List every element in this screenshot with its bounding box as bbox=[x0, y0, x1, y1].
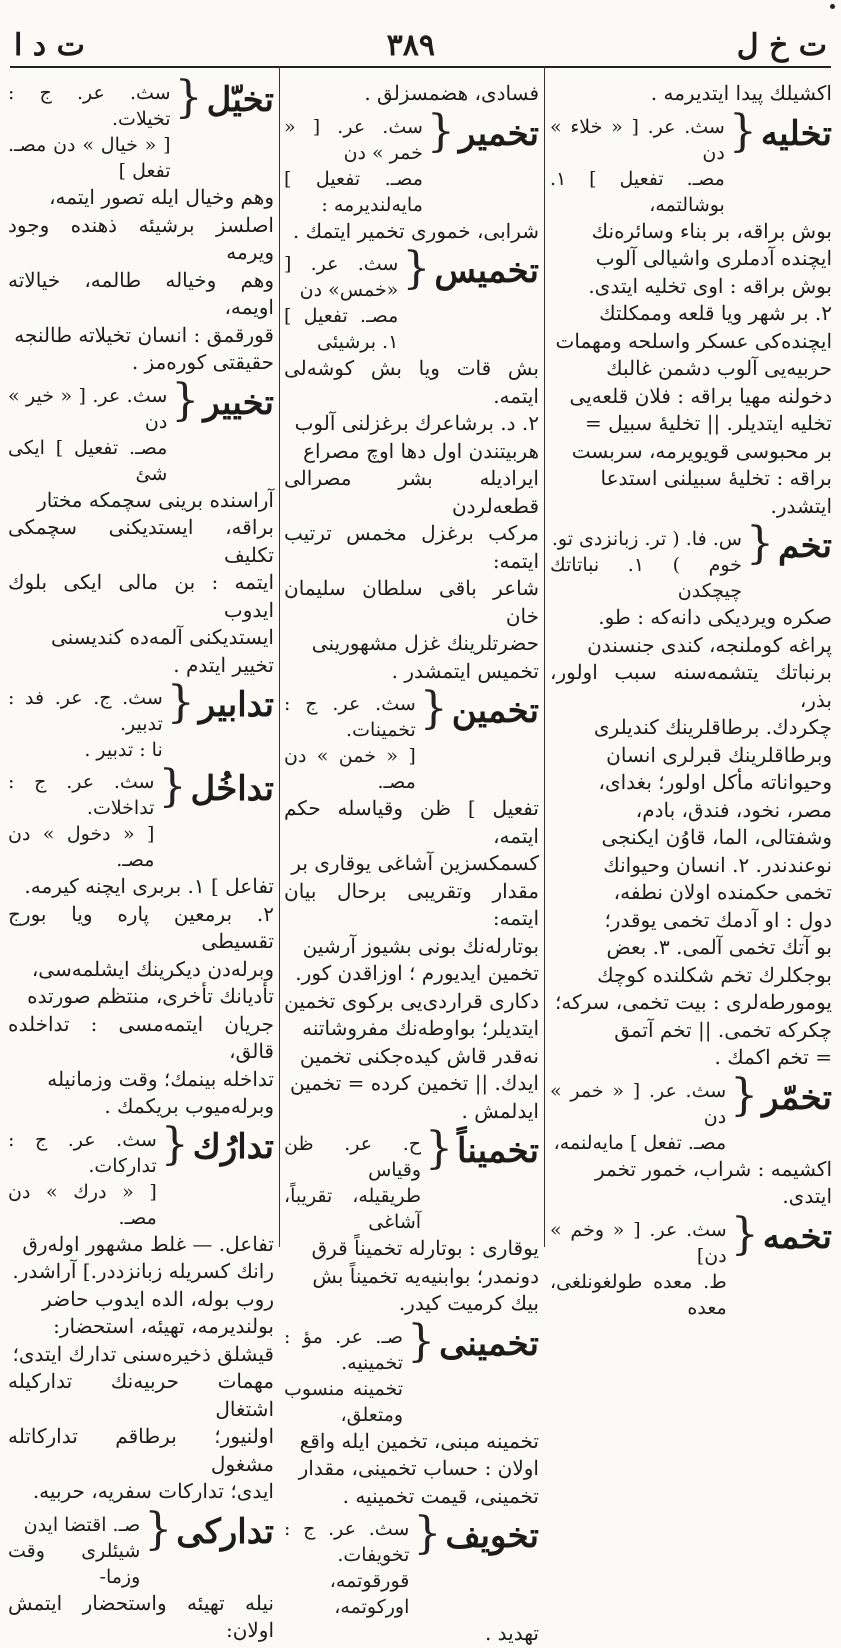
headword: تخمين bbox=[451, 691, 539, 731]
dictionary-entry bbox=[284, 1508, 539, 1648]
grammar-line: شيئلرى وقت وزما- bbox=[8, 1539, 141, 1588]
grammar-info bbox=[8, 80, 171, 184]
brace-mark: { bbox=[730, 1069, 759, 1121]
dictionary-entry bbox=[8, 677, 274, 763]
definition-line: حربيه‌يى آلوب دشمن غالبك bbox=[606, 356, 832, 380]
brace-mark: { bbox=[160, 1118, 189, 1170]
entry-head bbox=[8, 761, 274, 873]
definition-line: براقه : تخليهٔ سبيلنى استدعا bbox=[600, 466, 832, 490]
definition-line: ايتشدر. bbox=[770, 493, 832, 518]
brace-mark: { bbox=[728, 105, 757, 157]
entry-head bbox=[550, 1069, 832, 1156]
definition-line: ٢. برمعين پاره ويا بورج تقسيطى bbox=[8, 901, 274, 953]
grammar-line: مصـ. تفعل ] مايه‌لنمه، bbox=[553, 1131, 727, 1154]
grammar-info bbox=[8, 769, 154, 873]
definition-line: = تخم اكمك . bbox=[714, 1045, 832, 1069]
header-rule bbox=[10, 66, 831, 68]
definition-line: نوعندندر. ٢. انسان وحيوانك bbox=[603, 852, 832, 877]
grammar-line: مصـ. تفعيل ] ١. برشيئى bbox=[284, 305, 399, 353]
definition-line: صكره ويرديكى دانه‌كه : طو. bbox=[598, 605, 832, 629]
headword: تخمّر bbox=[762, 1077, 832, 1118]
definition-line: ايراديله بشر مصرالى قطعه‌لردن bbox=[284, 466, 539, 518]
definition-line: مركب برغزل مخمس ترتيب ايتمه: bbox=[284, 521, 539, 573]
definition-line: اولنيور؛ برطاقم تداركاتله مشغول bbox=[8, 1424, 274, 1476]
dictionary-entry bbox=[550, 1069, 832, 1211]
grammar-line: ط. معده طولغونلغى، معده bbox=[550, 1270, 727, 1319]
definition-line: تفاعل. — غلط مشهور اوله‌رق bbox=[22, 1231, 274, 1256]
definition-line: بوش براقه : اوى تخليه ايتدى. bbox=[588, 273, 832, 298]
definition-line: مقدار وتقريبى برحال بيان ايتمه: bbox=[284, 878, 539, 930]
definition-line: براقه، ايستديكنى سچمكى تكليف bbox=[8, 515, 274, 567]
grammar-info bbox=[8, 685, 163, 763]
definition-line: مهمات حربيه‌نك تداركيله اشتغال bbox=[8, 1369, 274, 1421]
grammar-line: سث. عر. ج : تخمينات. bbox=[284, 693, 416, 741]
dictionary-entry bbox=[550, 80, 832, 108]
grammar-info bbox=[284, 691, 416, 795]
entry-head bbox=[284, 243, 539, 355]
dictionary-entry bbox=[284, 243, 539, 685]
grammar-info bbox=[284, 1324, 403, 1428]
grammar-line: [ « خيال » دن مصـ. تفعل ] bbox=[8, 134, 171, 182]
brace-mark: { bbox=[413, 1508, 442, 1559]
definition-line: وبرله‌دن ديكرينك ايشلمه‌سى، bbox=[31, 956, 274, 981]
grammar-line: تخمينه منسوب ومتعلق، bbox=[284, 1377, 404, 1426]
headword: تدابير bbox=[198, 685, 274, 725]
definition-line: تداخله بينمك؛ وقت وزمانيله bbox=[47, 1066, 274, 1091]
definition-line: نيله تهيئه واستحضار ايتمش اولان: bbox=[8, 1590, 274, 1642]
definition-line: ٢. د. برشاعرك برغزلنى آلوب bbox=[294, 411, 539, 435]
grammar-info bbox=[284, 251, 398, 355]
headword: تخيير bbox=[203, 382, 274, 423]
entry-head bbox=[284, 1123, 539, 1235]
headword: تخمينى bbox=[439, 1323, 539, 1364]
dictionary-entry bbox=[284, 105, 539, 246]
grammar-line: خوم ) ١. نباتاتك چيچكدن bbox=[550, 554, 742, 602]
grammar-line: نا : تدبير . bbox=[84, 739, 163, 761]
page-header bbox=[14, 24, 827, 66]
definition-line: قورقمق : انسان تخيلاته طالنجه bbox=[14, 322, 274, 347]
grammar-line: سث. عر. ج : تداركات. bbox=[8, 1128, 157, 1177]
brace-mark: { bbox=[730, 1208, 759, 1260]
brace-mark: { bbox=[402, 243, 431, 294]
definition-line: ايچنده‌كى عسكر واسلحه ومهمات bbox=[555, 328, 832, 353]
definition-line: كسمكسزين آشاغى يوقارى بر bbox=[291, 851, 539, 875]
grammar-line: ح. عر. ظن وقياس bbox=[284, 1133, 422, 1181]
headword: تخم bbox=[777, 526, 832, 566]
entry-head bbox=[550, 1208, 832, 1321]
entry-head bbox=[8, 677, 274, 763]
grammar-line: سث. عر. [ « خير » دن bbox=[8, 384, 168, 433]
definition-line: بيك كرميت كيدر. bbox=[398, 1291, 539, 1315]
definition-line: تخيير ايتدم . bbox=[173, 652, 274, 677]
entry-head bbox=[284, 1315, 539, 1428]
definition-line: دخولنه مهيا براقه : فلان قلعه‌يى bbox=[569, 383, 832, 408]
entry-head bbox=[8, 1118, 274, 1231]
definition-line: شاعر باقى سلطان سليمان خان bbox=[284, 576, 539, 628]
headword: تخمه bbox=[762, 1216, 832, 1257]
grammar-line: سث. عر. ج : تخويفات. bbox=[284, 1518, 410, 1566]
headword: تداركى bbox=[176, 1511, 274, 1552]
definition-line: روب بوله، الده ايدوب حاضر bbox=[42, 1286, 274, 1311]
header-left-letters: ت د ا bbox=[14, 27, 85, 63]
definition-line: بوجكلرك تخم شكلنده كوچك bbox=[597, 962, 832, 987]
brace-mark: { bbox=[171, 374, 200, 426]
definition-line: شرابى، خمورى تخمير ايتمك . bbox=[292, 218, 539, 243]
definition-line: ايدلمش . bbox=[461, 1098, 539, 1123]
definition-line: تفعيل ] ظن وقياسله حكم ايتمه، bbox=[284, 796, 539, 848]
definition-line: بر محبوسى قويويرمه، سربست bbox=[571, 438, 832, 463]
brace-mark: { bbox=[144, 1503, 173, 1555]
definition-line: بولنديرمه، تهيئه، استحضار: bbox=[53, 1314, 274, 1338]
grammar-info bbox=[8, 383, 167, 487]
definition-line: وبرله‌ميوب بريكمك . bbox=[104, 1094, 274, 1118]
grammar-line: سث. عر. ج : تخيلات. bbox=[8, 82, 171, 130]
definition-line: تهديد . bbox=[484, 1621, 539, 1645]
column-divider-right bbox=[544, 66, 545, 1247]
definition-line: بوش براقه، بر بناء وسائره‌نك bbox=[591, 218, 832, 243]
definition-line: وبرطاقلرينك قبرلرى انسان bbox=[606, 742, 832, 767]
definition-line: تخمين ايديورم ؛ اوزاقدن كور. bbox=[295, 961, 539, 985]
dictionary-entry bbox=[284, 80, 539, 108]
dictionary-entry bbox=[8, 1503, 274, 1645]
column-left bbox=[8, 72, 274, 1642]
definition-line: اولان : حساب تخمينى، مقدار bbox=[298, 1456, 539, 1480]
grammar-line: سث. عر. [ « خمر » دن bbox=[550, 1079, 727, 1128]
definition-line: تخليه ايتديلر. || تخليهٔ سبيل = bbox=[585, 411, 832, 435]
grammar-info bbox=[550, 1217, 727, 1321]
grammar-line: سث. عر. [ « خلاء » دن bbox=[550, 115, 725, 164]
definition-line: جريان ايتمه‌مسى : تداخلده قالق، bbox=[8, 1011, 274, 1063]
definition-line: بوتارله‌نك بونى بشيوز آرشين bbox=[302, 933, 539, 958]
definition-line: وشفتالى، الما، قاوُن ايكنجى bbox=[601, 825, 832, 849]
definition-line: تخمينه مبنى، تخمين ايله واقع bbox=[299, 1428, 539, 1453]
definition-line: دول : او آدمك تخمى يوقدر؛ bbox=[604, 907, 832, 932]
definition-line: ايچنده آدملرى واشيالى آلوب bbox=[595, 246, 832, 270]
dictionary-entry bbox=[8, 374, 274, 680]
header-right-letters: ت خ ل bbox=[736, 27, 827, 63]
definition-line: ايتدى. bbox=[782, 1184, 832, 1208]
headword: تخليه bbox=[760, 113, 832, 154]
entry-head bbox=[284, 105, 539, 218]
entry-head bbox=[8, 374, 274, 487]
grammar-line: مصـ. تفعيل ] ١. بوشالتمه، bbox=[550, 167, 725, 216]
headword: تخويف bbox=[445, 1516, 539, 1556]
ink-speck bbox=[830, 4, 835, 9]
grammar-line: صـ. اقتضا ايدن bbox=[23, 1513, 141, 1536]
brace-mark: { bbox=[174, 72, 203, 123]
grammar-line: سث. عر. [ «خمس» دن bbox=[284, 253, 399, 301]
dictionary-entry bbox=[284, 683, 539, 1125]
grammar-line: س. فا. ( تر. زبانزدى تو. bbox=[551, 528, 742, 550]
headword: تخميناً bbox=[457, 1131, 539, 1171]
definition-line: ايتديلر؛ بواوطه‌نك مفروشاتنه bbox=[302, 1016, 539, 1040]
definition-line: بش قات ويا بش كوشه‌لى ايتمه. bbox=[284, 356, 539, 408]
grammar-info bbox=[8, 1127, 157, 1231]
definition-line: نه‌قدر قاش كيده‌جكنى تخمين bbox=[299, 1043, 539, 1068]
entry-head bbox=[8, 72, 274, 184]
grammar-line: قورقوتمه، اوركوتمه، bbox=[329, 1570, 410, 1618]
definition-line: حضرتلرينك غزل مشهورينى bbox=[311, 631, 539, 655]
brace-mark: { bbox=[158, 761, 187, 812]
definition-line: ايدى؛ تداركات سفريه، حربيه. bbox=[32, 1479, 274, 1503]
headword: تخيّل bbox=[206, 80, 274, 120]
column-middle bbox=[284, 80, 539, 1645]
definition-line: چكركه تخمى. || تخم آتمق bbox=[614, 1017, 832, 1042]
definition-line: فسادى، هضمسزلق . bbox=[364, 81, 539, 105]
headword: تداخُل bbox=[190, 769, 274, 809]
entry-head bbox=[550, 105, 832, 218]
definition-line: دكارى قراردى‌يى بركوى تخمين bbox=[284, 988, 539, 1013]
brace-mark: { bbox=[426, 105, 455, 157]
dictionary-entry bbox=[550, 1208, 832, 1321]
definition-line: تفاعل ] ١. بربرى ايچنه كيرمه. bbox=[24, 874, 274, 898]
grammar-line: [ « درك » دن مصـ. bbox=[8, 1180, 157, 1229]
definition-line: دونمدر؛ بوابنيه‌يه تخميناً بش bbox=[312, 1263, 539, 1288]
headword: تخمير bbox=[458, 113, 539, 154]
entry-head bbox=[284, 1508, 539, 1620]
definition-line: اصلسز برشيئه ذهنده وجود ويرمه bbox=[8, 212, 274, 264]
definition-line: اكشيلك پيدا ايتديرمه . bbox=[650, 81, 832, 105]
grammar-line: سث. عر. [ « خمر » دن bbox=[284, 115, 423, 164]
brace-mark: { bbox=[419, 683, 448, 734]
grammar-line: [ « خمن » دن مصـ. bbox=[284, 745, 416, 793]
grammar-info bbox=[284, 1516, 409, 1620]
definition-line: چكردك. برطاقلرينك كنديلرى bbox=[593, 715, 832, 739]
grammar-line: سث. عر. [ « وخم » دن] bbox=[550, 1218, 727, 1267]
grammar-info bbox=[550, 526, 742, 604]
definition-line: تخمى حكمنده اولان نطفه، bbox=[613, 880, 832, 904]
headword: تدارُك bbox=[192, 1126, 274, 1167]
definition-line: آراسنده برينى سچمكه مختار bbox=[37, 487, 274, 512]
grammar-line: صـ. عر. مؤ : تخمينيه. bbox=[284, 1325, 404, 1374]
entry-head bbox=[8, 1503, 274, 1590]
definition-line: وحيواناته مأكل اولور؛ بغداى، bbox=[598, 770, 832, 794]
definition-line: وهم وخيال ايله تصور ايتمه، bbox=[49, 185, 274, 209]
definition-line: ايدك. || تخمين كرده = تخمين bbox=[289, 1071, 539, 1095]
grammar-info bbox=[550, 1078, 726, 1156]
brace-mark: { bbox=[407, 1315, 436, 1367]
column-divider-left bbox=[279, 66, 280, 1247]
dictionary-entry bbox=[8, 761, 274, 1121]
grammar-info bbox=[550, 114, 725, 218]
dictionary-entry bbox=[284, 1123, 539, 1318]
definition-line: تخمينى، قيمت تخمينيه . bbox=[342, 1483, 539, 1508]
brace-mark: { bbox=[425, 1123, 454, 1174]
definition-line: اكشيمه : شراب، خمور تخمر bbox=[594, 1156, 832, 1181]
grammar-line: [ « دخول » دن مصـ. bbox=[8, 823, 155, 871]
definition-line: يومورطه‌لرى : بيت تخمى، سركه؛ bbox=[555, 990, 832, 1014]
definition-line: بو آتك تخمى آلمى. ٣. بعض bbox=[606, 935, 832, 959]
dictionary-entry bbox=[8, 1118, 274, 1506]
grammar-line: سث. عر. ج : تداخلات. bbox=[8, 771, 155, 819]
definition-line: تخميس ايتمشدر . bbox=[391, 658, 539, 683]
entry-head bbox=[550, 518, 832, 604]
grammar-line: سث. ج. عر. فد : تدبير. bbox=[8, 687, 163, 735]
entry-head bbox=[284, 683, 539, 795]
definition-line: قيشلق ذخيره‌سنى تدارك ايتدى؛ bbox=[12, 1341, 274, 1366]
definition-line: حقيقتى كوره‌مز . bbox=[131, 350, 274, 374]
grammar-info bbox=[284, 114, 423, 218]
definition-line: تأديانك تأخرى، منتظم صورتده bbox=[27, 984, 274, 1008]
grammar-line: مصـ. تفعيل ] ايكى شئ bbox=[8, 436, 168, 485]
definition-line: ٢. بر شهر ويا قلعه وممكلتك bbox=[599, 301, 832, 325]
grammar-line: طريقيله، تقريباً، آشاغى bbox=[284, 1185, 422, 1233]
definition-line: ايستديكنى آلمه‌ده كنديسنى bbox=[50, 625, 274, 649]
headword: تخميس bbox=[434, 251, 539, 291]
definition-line: هربيتندن اول دها اوچ مصراع bbox=[303, 438, 539, 463]
definition-line: مصر، نخود، فندق، بادم، bbox=[635, 797, 832, 822]
brace-mark: { bbox=[166, 677, 195, 728]
definition-line: رانك كسريله زبانزددر.] آراشدر. bbox=[12, 1259, 274, 1283]
definition-line: ايتمه : بن مالى ايكى بلوك ايدوب bbox=[8, 570, 274, 622]
page-number: ٣٨٩ bbox=[386, 27, 435, 63]
dictionary-entry bbox=[550, 105, 832, 521]
definition-line: يوقارى : بوتارله تخميناً قرق bbox=[311, 1236, 539, 1260]
dictionary-entry bbox=[284, 1315, 539, 1511]
dictionary-entry bbox=[550, 518, 832, 1072]
brace-mark: { bbox=[745, 518, 774, 569]
grammar-info bbox=[284, 1131, 421, 1235]
grammar-info bbox=[8, 1512, 140, 1590]
dictionary-entry bbox=[8, 72, 274, 377]
definition-line: وهم وخياله طالمه، خيالاته اويمه، bbox=[8, 267, 274, 319]
grammar-line: مصـ. تفعيل ] مايه‌لنديرمه : bbox=[284, 167, 423, 216]
definition-line: پراغه كوملنجه، كندى جنسندن bbox=[587, 632, 832, 657]
column-right bbox=[550, 80, 832, 1319]
definition-line: برنباتك يتشمه‌سنه سبب اولور، بذر، bbox=[550, 660, 832, 712]
